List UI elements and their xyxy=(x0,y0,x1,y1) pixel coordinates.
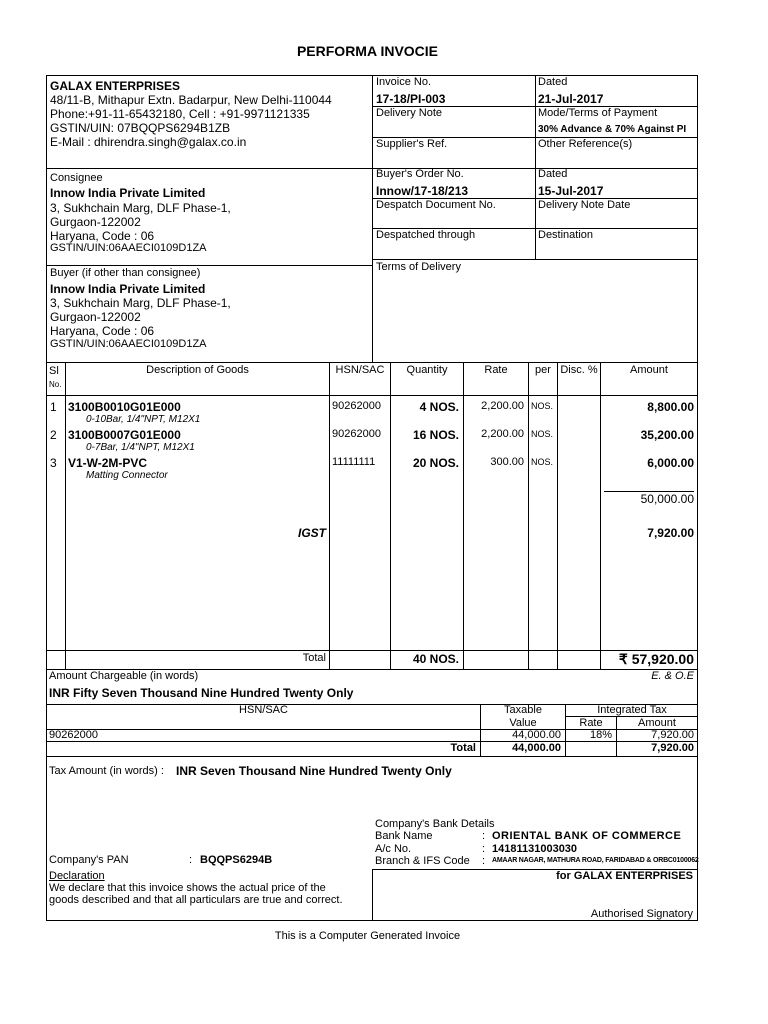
item-1-rate: 2,200.00 xyxy=(481,400,524,412)
seller-name: GALAX ENTERPRISES xyxy=(50,79,181,93)
item-1-amount: 8,800.00 xyxy=(647,400,694,414)
consignee-label: Consignee xyxy=(50,172,103,184)
item-2-qty: 16 NOS. xyxy=(412,428,459,442)
eoe-label: E. & O.E xyxy=(651,670,694,682)
tax-row-rate: 18% xyxy=(589,729,612,741)
total-amount: ₹ 57,920.00 xyxy=(618,651,694,667)
delivery-note-date-label: Delivery Note Date xyxy=(538,199,631,211)
tax-rate-header: Rate xyxy=(579,717,603,729)
item-3-qty: 20 NOS. xyxy=(412,456,459,470)
buyer-line3: Haryana, Code : 06 xyxy=(50,324,155,338)
order-dated-value: 15-Jul-2017 xyxy=(538,184,604,198)
buyers-order-value: Innow/17-18/213 xyxy=(376,184,469,198)
invoice-no-label: Invoice No. xyxy=(376,76,432,88)
item-1-sl: 1 xyxy=(50,400,57,414)
item-2-name: 3100B0007G01E000 xyxy=(68,428,181,442)
bank-acc-colon: : xyxy=(482,843,486,855)
per-header: per xyxy=(535,364,551,376)
sl-no-header: No. xyxy=(49,380,62,389)
item-3-name: V1-W-2M-PVC xyxy=(68,456,148,470)
tax-words-value: INR Seven Thousand Nine Hundred Twenty Only xyxy=(176,764,452,778)
despatched-through-label: Despatched through xyxy=(376,229,476,241)
pan-label: Company's PAN xyxy=(49,854,129,866)
buyers-order-label: Buyer's Order No. xyxy=(376,168,464,180)
buyer-line1: 3, Sukhchain Marg, DLF Phase-1, xyxy=(50,296,231,310)
suppliers-ref-label: Supplier's Ref. xyxy=(376,138,448,150)
bank-branch-colon: : xyxy=(482,855,486,867)
invoice-no: 17-18/PI-003 xyxy=(376,92,446,106)
bank-acc-value: 14181131003030 xyxy=(492,843,578,855)
consignee-gstin: GSTIN/UIN:06AAECI0109D1ZA xyxy=(50,242,207,254)
item-3-amount: 6,000.00 xyxy=(647,456,694,470)
tax-taxable-header-1: Taxable xyxy=(504,704,542,716)
pan-colon: : xyxy=(189,854,193,866)
terms-label: Terms of Delivery xyxy=(376,261,461,273)
tax-row-amount: 7,920.00 xyxy=(651,729,694,741)
declaration-line-2: goods described and that all particulars are true and correct. xyxy=(49,894,343,906)
item-1-name: 3100B0010G01E000 xyxy=(68,400,181,414)
buyer-gstin: GSTIN/UIN:06AAECI0109D1ZA xyxy=(50,338,207,350)
bank-heading: Company's Bank Details xyxy=(375,818,495,830)
destination-label: Destination xyxy=(538,229,594,241)
tax-integrated-header: Integrated Tax xyxy=(597,704,667,716)
bank-branch-value: AMAAR NAGAR, MATHURA ROAD, FARIDABAD & ORBC0100062 xyxy=(492,857,699,864)
seller-phone: Phone:+91-11-65432180, Cell : +91-9971121335 xyxy=(50,107,310,121)
order-dated-label: Dated xyxy=(538,168,568,180)
item-3-desc: Matting Connector xyxy=(86,470,168,481)
hsn-header: HSN/SAC xyxy=(335,364,385,376)
mode-label: Mode/Terms of Payment xyxy=(538,107,658,119)
item-3-per: NOS. xyxy=(531,457,554,467)
rate-header: Rate xyxy=(484,364,508,376)
item-1-hsn: 90262000 xyxy=(332,400,381,412)
footer-note: This is a Computer Generated Invoice xyxy=(274,930,461,942)
bank-name-colon: : xyxy=(482,830,486,842)
tax-total-label: Total xyxy=(450,742,476,754)
seller-address: 48/11-B, Mithapur Extn. Badarpur, New Delhi-110044 xyxy=(50,93,332,107)
seller-gstin: GSTIN/UIN: 07BQQPS6294B1ZB xyxy=(50,121,231,135)
consignee-line3: Haryana, Code : 06 xyxy=(50,229,155,243)
signatory-for: for GALAX ENTERPRISES xyxy=(556,870,693,882)
tax-words-label: Tax Amount (in words) : xyxy=(49,765,164,777)
tax-total-amount: 7,920.00 xyxy=(651,742,694,754)
tax-amount-header: Amount xyxy=(638,717,676,729)
despatch-doc-label: Despatch Document No. xyxy=(376,199,496,211)
dated-value: 21-Jul-2017 xyxy=(538,92,604,106)
consignee-line1: 3, Sukhchain Marg, DLF Phase-1, xyxy=(50,201,231,215)
item-2-desc: 0-7Bar, 1/4"NPT, M12X1 xyxy=(86,442,195,453)
item-1-desc: 0-10Bar, 1/4"NPT, M12X1 xyxy=(86,414,201,425)
amount-words-value: INR Fifty Seven Thousand Nine Hundred Twenty Only xyxy=(49,686,354,700)
igst-amount: 7,920.00 xyxy=(647,526,694,540)
tax-row-hsn: 90262000 xyxy=(49,729,98,741)
item-1-per: NOS. xyxy=(531,401,554,411)
quantity-header: Quantity xyxy=(406,364,448,376)
declaration-line-1: We declare that this invoice shows the actual price of the xyxy=(49,882,326,894)
item-2-per: NOS. xyxy=(531,429,554,439)
item-1-qty: 4 NOS. xyxy=(419,400,459,414)
igst-label: IGST xyxy=(297,526,326,540)
tax-total-taxable: 44,000.00 xyxy=(512,742,561,754)
amount-words-label: Amount Chargeable (in words) xyxy=(49,670,199,682)
sl-header: Sl xyxy=(49,365,59,377)
tax-hsn-header: HSN/SAC xyxy=(239,704,288,716)
total-label: Total xyxy=(302,652,326,664)
item-3-rate: 300.00 xyxy=(490,456,524,468)
consignee-line2: Gurgaon-122002 xyxy=(50,215,141,229)
item-2-rate: 2,200.00 xyxy=(481,428,524,440)
subtotal-amount: 50,000.00 xyxy=(640,492,694,506)
pan-value: BQQPS6294B xyxy=(200,854,273,866)
bank-branch-label: Branch & IFS Code xyxy=(375,855,470,867)
seller-email: E-Mail : dhirendra.singh@galax.co.in xyxy=(50,135,247,149)
item-3-hsn: 11111111 xyxy=(332,456,376,468)
description-header: Description of Goods xyxy=(146,364,249,376)
consignee-name: Innow India Private Limited xyxy=(50,186,206,200)
disc-header: Disc. % xyxy=(560,364,598,376)
item-2-amount: 35,200.00 xyxy=(640,428,694,442)
total-qty: 40 NOS. xyxy=(412,652,459,666)
item-2-hsn: 90262000 xyxy=(332,428,381,440)
bank-acc-label: A/c No. xyxy=(375,843,412,855)
bank-name-label: Bank Name xyxy=(375,830,433,842)
buyer-label: Buyer (if other than consignee) xyxy=(50,267,201,279)
declaration-label: Declaration xyxy=(49,870,105,882)
other-ref-label: Other Reference(s) xyxy=(538,138,633,150)
tax-row-taxable: 44,000.00 xyxy=(512,729,561,741)
tax-taxable-header-2: Value xyxy=(509,717,537,729)
signatory-auth: Authorised Signatory xyxy=(590,908,693,920)
amount-header: Amount xyxy=(630,364,668,376)
item-3-sl: 3 xyxy=(50,456,57,470)
delivery-note-label: Delivery Note xyxy=(376,107,443,119)
mode-value: 30% Advance & 70% Against PI xyxy=(538,124,687,135)
buyer-line2: Gurgaon-122002 xyxy=(50,310,141,324)
page-title: PERFORMA INVOCIE xyxy=(296,43,439,59)
bank-name-value: ORIENTAL BANK OF COMMERCE xyxy=(492,830,682,842)
buyer-name: Innow India Private Limited xyxy=(50,282,206,296)
item-2-sl: 2 xyxy=(50,428,57,442)
dated-label: Dated xyxy=(538,76,568,88)
